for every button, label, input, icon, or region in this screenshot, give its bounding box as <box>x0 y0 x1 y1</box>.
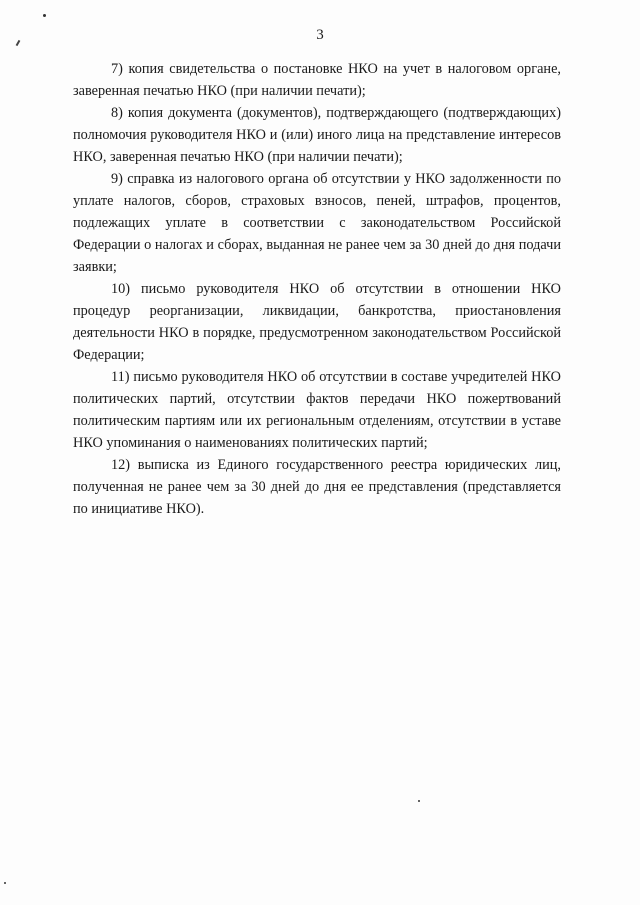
list-item-10: 10) письмо руководителя НКО об отсутствии в отношении НКО процедур реорганизации, ликвидации, банкротства, приостановления деятельности НКО в порядке, предусмотренном законодательством Российской Федерации; <box>73 281 561 363</box>
list-item-7: 7) копия свидетельства о постановке НКО на учет в налоговом органе, заверенная печатью НКО (при наличии печати); <box>73 61 561 99</box>
list-item-8: 8) копия документа (документов), подтверждающего (подтверждающих) полномочия руководителя НКО и (или) иного лица на представление интересов НКО, заверенная печатью НКО (при наличии печати); <box>73 105 561 165</box>
list-item-9: 9) справка из налогового органа об отсутствии у НКО задолженности по уплате налогов, сборов, страховых взносов, пеней, штрафов, процентов, подлежащих уплате в соответствии с законодательством Российской Федерации о налогах и сборах, выданная не ранее чем за 30 дней до дня подачи заявки; <box>73 171 561 275</box>
scan-speck <box>43 14 46 17</box>
list-item-11: 11) письмо руководителя НКО об отсутствии в составе учредителей НКО политических партий, отсутствии фактов передачи НКО пожертвований политическим партиям или их региональным отделениям, отсутствии в уставе НКО упоминания о наименованиях политических партий; <box>73 369 561 451</box>
page-number: 3 <box>316 27 324 43</box>
scan-speck <box>418 800 420 802</box>
document-body <box>73 58 561 520</box>
scan-speck <box>4 882 6 884</box>
list-item-12: 12) выписка из Единого государственного реестра юридических лиц, полученная не ранее чем за 30 дней до дня ее представления (представляется по инициативе НКО). <box>73 457 561 517</box>
